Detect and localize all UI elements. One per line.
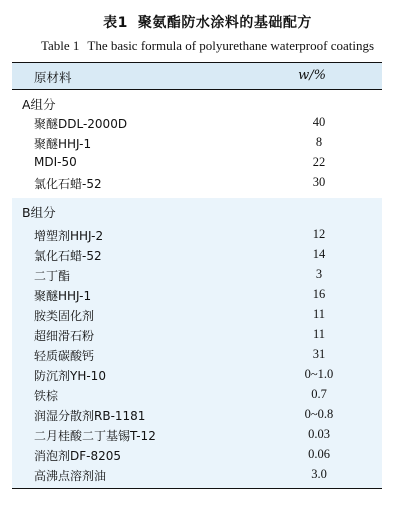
table-row [12,404,382,424]
material-name: 聚醚HHJ-1 [34,289,92,303]
mass-fraction-value: 16 [312,287,326,301]
component-b-group [12,198,382,488]
table-row [12,464,382,484]
mass-fraction-value: 3 [315,267,323,281]
material-name: 铁棕 [34,389,59,403]
mass-fraction-value: 12 [312,227,326,241]
material-name: 防沉剂YH-10 [34,369,106,383]
mass-fraction-value: 22 [312,155,326,169]
group-title-label: B组分 [22,205,56,220]
mass-fraction-value: 11 [312,307,326,321]
mass-fraction-value: 0.7 [311,387,327,401]
mass-fraction-value: 0~1.0 [304,367,334,381]
table-header-row [12,63,382,90]
table-row [12,364,382,384]
material-name: 聚醚HHJ-1 [34,137,92,151]
table-row [12,244,382,264]
table-row [12,112,382,132]
mass-fraction-value: 0~0.8 [304,407,334,421]
table-row [12,424,382,444]
mass-fraction-value: 14 [312,247,326,261]
table-row [12,132,382,152]
material-name: 超细滑石粉 [34,329,95,343]
formula-table [12,62,382,489]
table-row [12,224,382,244]
table-row [12,324,382,344]
mass-fraction-value: 0.03 [308,427,330,441]
table-row [12,384,382,404]
mass-fraction-value: 3.0 [311,467,327,481]
material-name: 氯化石蜡-52 [34,177,102,191]
table-row [12,304,382,324]
material-name: 润湿分散剂RB-1181 [34,409,146,423]
material-name: 二丁酯 [34,269,71,283]
material-name: 增塑剂HHJ-2 [34,229,104,243]
group-title-label: A组分 [22,97,56,112]
table-row [12,172,382,192]
header-material: 原材料 [34,70,72,85]
table-row [12,152,382,172]
mass-fraction-value: 11 [312,327,326,341]
mass-fraction-value: 31 [312,347,326,361]
material-name: MDI-50 [34,155,77,169]
mass-fraction-value: 0.06 [308,447,330,461]
material-name: 消泡剂DF-8205 [34,449,122,463]
material-name: 二月桂酸二丁基锡T-12 [34,429,156,443]
mass-fraction-value: 40 [312,115,326,129]
table-number-english: Table 1 [40,38,80,53]
table-row [12,264,382,284]
table-row [12,444,382,464]
mass-fraction-value: 8 [315,135,323,149]
table-row [12,284,382,304]
material-name: 高沸点溶剂油 [34,469,107,483]
material-name: 聚醚DDL-2000D [34,117,128,131]
table-caption-english [0,38,415,54]
table-row [12,344,382,364]
group-title [12,198,382,224]
material-name: 轻质碳酸钙 [34,349,95,363]
table-title-english: The basic formula of polyurethane waterproof coatings [87,38,375,53]
table-title-chinese: 聚氨酯防水涂料的基础配方 [137,15,312,31]
table-number-chinese: 表1 [103,15,128,31]
material-name: 氯化石蜡-52 [34,249,102,263]
table-caption-chinese [0,12,415,32]
header-mass-fraction: w/% [298,68,326,83]
mass-fraction-value: 30 [312,175,326,189]
material-name: 胺类固化剂 [34,309,95,323]
group-title [12,90,382,112]
component-a-group [12,90,382,198]
